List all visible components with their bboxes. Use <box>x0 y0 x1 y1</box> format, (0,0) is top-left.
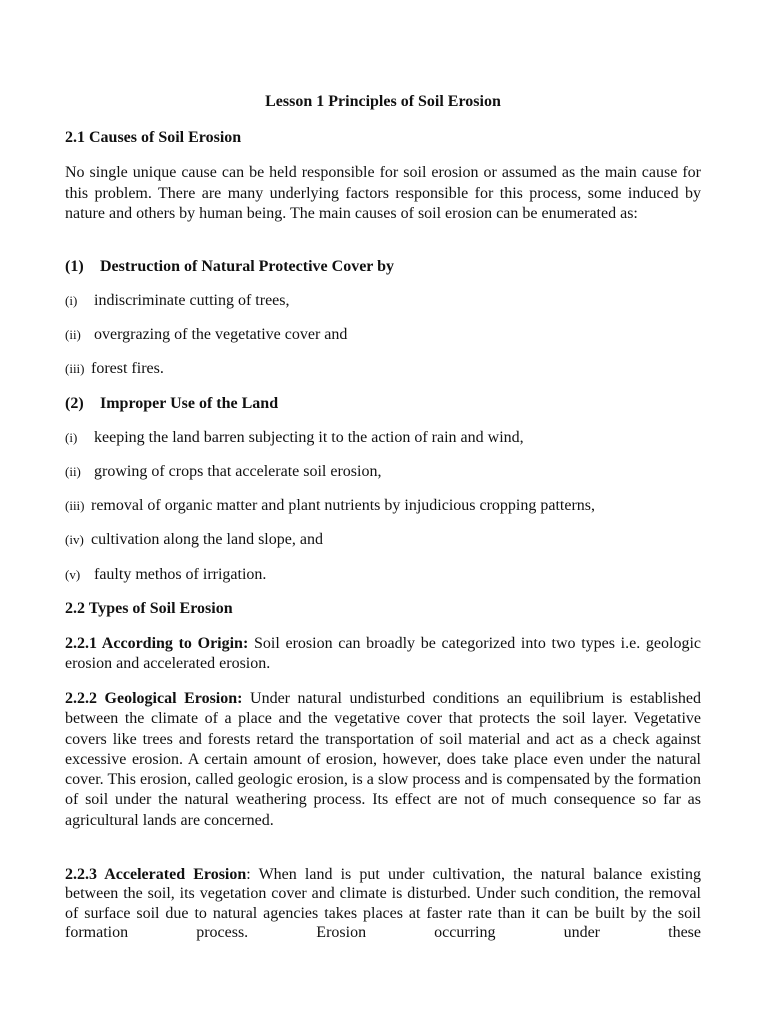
paragraph-text: : When land is put under cultivation, the natural balance existing between the soil, its vegetation cover and climate is disturbed. Under such condition, the removal of surface soil due to natural agencies takes places at faster rate than it can be built by the soil formation process. Erosion occurring under these <box>65 866 701 941</box>
list-item <box>65 291 701 311</box>
cause-number: (2) <box>65 395 84 412</box>
item-text: growing of crops that accelerate soil erosion, <box>94 463 382 480</box>
paragraph-text: Soil erosion can broadly be categorized into two types i.e. geologic erosion and accelerated erosion. <box>65 635 701 672</box>
item-number: (i) <box>65 430 78 445</box>
paragraph-label: 2.2.2 Geological Erosion: <box>65 690 243 707</box>
item-number: (iv) <box>65 532 84 547</box>
item-text: faulty methos of irrigation. <box>94 566 267 583</box>
paragraph-2-2-1 <box>65 634 701 673</box>
item-number: (iii) <box>65 361 85 376</box>
intro-paragraph: No single unique cause can be held responsible for soil erosion or assumed as the main cause for this problem. There are many underlying factors responsible for this process, some induced by nature and others by human being. The main causes of soil erosion can be enumerated as: <box>65 164 701 222</box>
list-item <box>65 325 701 345</box>
page-title: Lesson 1 Principles of Soil Erosion <box>265 93 501 110</box>
cause-title: Improper Use of the Land <box>100 395 279 412</box>
section-heading-2-2: 2.2 Types of Soil Erosion <box>65 600 233 617</box>
item-text: cultivation along the land slope, and <box>91 531 323 548</box>
item-text: indiscriminate cutting of trees, <box>94 292 290 309</box>
paragraph-text: Under natural undisturbed conditions an equilibrium is established between the climate of a place and the vegetative cover that protects the soil layer. Vegetative covers like trees and forests retard the transportation of soil material and act as a check against excessive erosion. A certain amount of erosion, however, does take place even under the natural cover. This erosion, called geologic erosion, is a slow process and is compensated by the formation of soil under the natural weathering process. Its effect are not of much consequence so far as agricultural lands are concerned. <box>65 690 701 829</box>
item-text: removal of organic matter and plant nutrients by injudicious cropping patterns, <box>91 497 596 514</box>
section-heading-2-1: 2.1 Causes of Soil Erosion <box>65 129 242 146</box>
item-number: (ii) <box>65 464 81 479</box>
item-number: (iii) <box>65 498 85 513</box>
paragraph-2-2-2 <box>65 689 701 831</box>
item-text: forest fires. <box>91 360 164 377</box>
item-number: (i) <box>65 293 78 308</box>
cause-heading-2 <box>65 394 701 414</box>
list-item <box>65 496 701 516</box>
item-number: (ii) <box>65 327 81 342</box>
list-item <box>65 462 701 482</box>
cause-number: (1) <box>65 258 84 275</box>
item-number: (v) <box>65 567 81 582</box>
list-item <box>65 565 701 585</box>
paragraph-label: 2.2.1 According to Origin: <box>65 635 249 652</box>
list-item <box>65 359 701 379</box>
item-text: overgrazing of the vegetative cover and <box>94 326 348 343</box>
paragraph-2-2-3 <box>65 865 701 942</box>
list-item <box>65 428 701 448</box>
cause-title: Destruction of Natural Protective Cover by <box>100 258 394 275</box>
list-item <box>65 530 701 550</box>
paragraph-label: 2.2.3 Accelerated Erosion <box>65 866 247 883</box>
item-text: keeping the land barren subjecting it to the action of rain and wind, <box>94 429 524 446</box>
cause-heading-1 <box>65 257 701 277</box>
